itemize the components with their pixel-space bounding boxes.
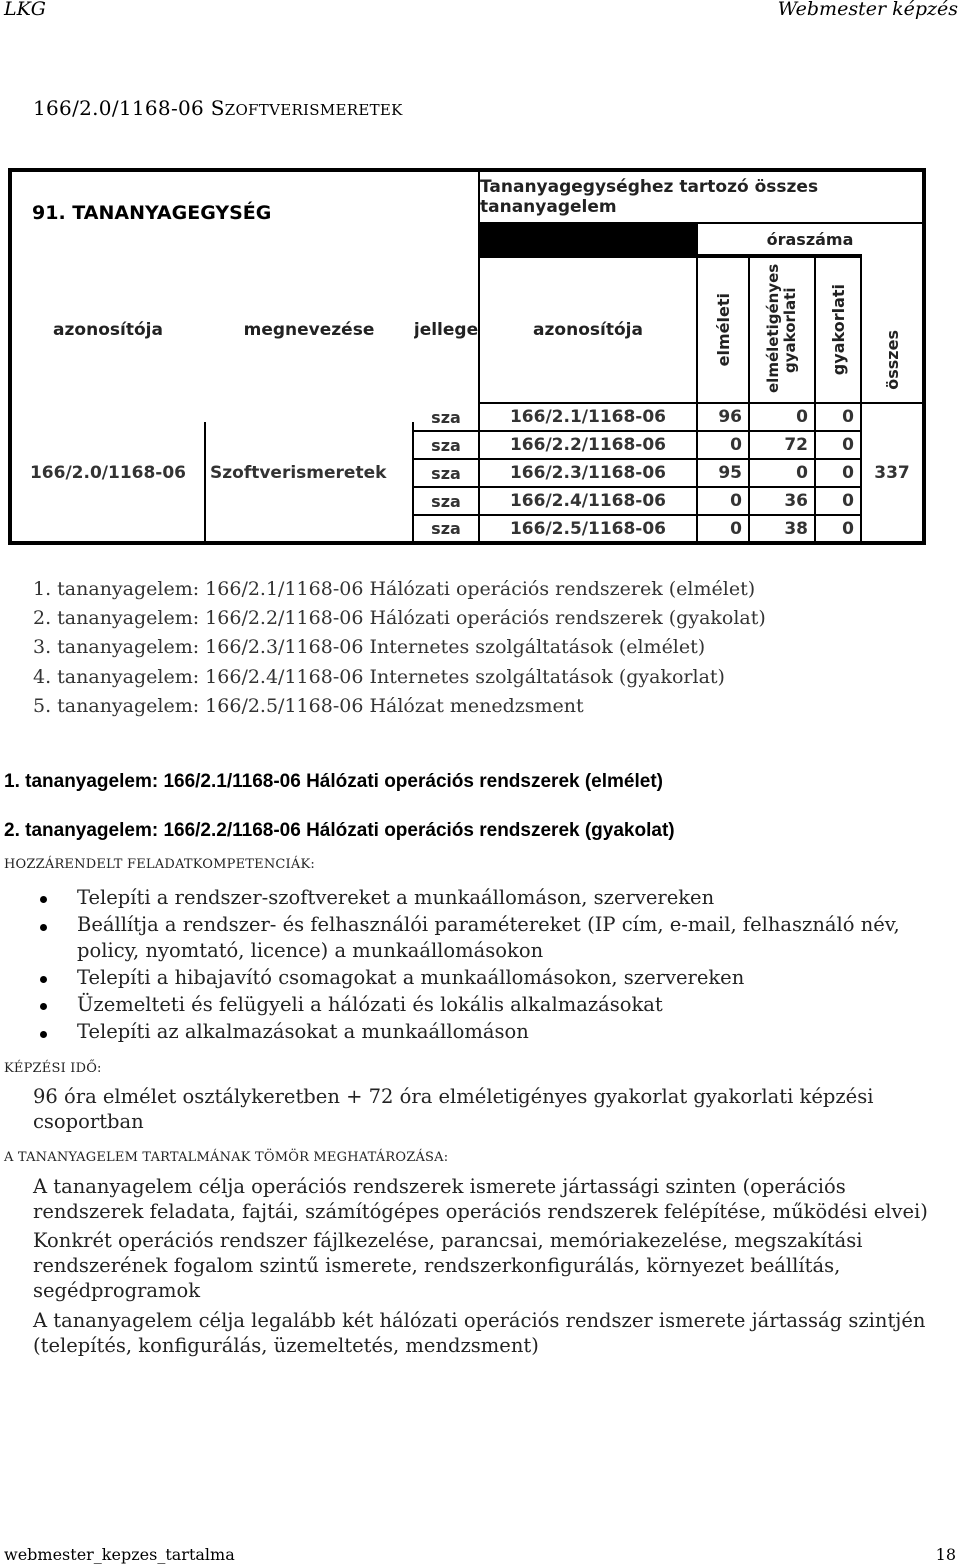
competency-item: Telepíti a rendszer-szoftvereket a munkaállomáson, szervereken bbox=[77, 886, 715, 909]
col-osszes-cell bbox=[862, 224, 922, 402]
row-4-id: 166/2.4/1168-06 bbox=[480, 488, 696, 514]
row-2-eg: 72 bbox=[750, 432, 814, 458]
competency-item: Beállítja a rendszer- és felhasználói paramétereket (IP cím, e-mail, felhasználó név, bbox=[77, 913, 900, 936]
unit-total: 337 bbox=[862, 404, 922, 541]
unit-name: Szoftverismeretek bbox=[206, 404, 412, 541]
hours-header: óraszáma bbox=[698, 224, 922, 254]
row-5-g: 0 bbox=[816, 516, 860, 541]
bullet-icon bbox=[40, 1031, 47, 1038]
row-1-id: 166/2.1/1168-06 bbox=[480, 404, 696, 430]
col-elmeleti: elméleti bbox=[713, 293, 733, 367]
list-item: 5. tananyagelem: 166/2.5/1168-06 Hálózat menedzsment bbox=[33, 695, 584, 717]
row-3-eg: 0 bbox=[750, 460, 814, 486]
element-heading-2: 2. tananyagelem: 166/2.2/1168-06 Hálózati operációs rendszerek (gyakolat) bbox=[4, 820, 675, 841]
row-5-type: sza bbox=[414, 516, 478, 541]
row-5-eg: 38 bbox=[750, 516, 814, 541]
col-elmeletigenyes-cell bbox=[750, 258, 814, 402]
row-4-e: 0 bbox=[698, 488, 748, 514]
unit-id: 166/2.0/1168-06 bbox=[12, 404, 204, 541]
col-gyakorlati-cell bbox=[816, 258, 860, 402]
competency-item: Üzemelteti és felügyeli a hálózati és lokális alkalmazásokat bbox=[77, 993, 663, 1016]
row-1-e: 96 bbox=[698, 404, 748, 430]
label-training-time: KÉPZÉSI IDŐ: bbox=[4, 1061, 102, 1076]
row-5-e: 0 bbox=[698, 516, 748, 541]
row-3-g: 0 bbox=[816, 460, 860, 486]
row-2-e: 0 bbox=[698, 432, 748, 458]
label-competencies: HOZZÁRENDELT FELADATKOMPETENCIÁK: bbox=[4, 857, 315, 872]
list-item: 3. tananyagelem: 166/2.3/1168-06 Internetes szolgáltatások (elmélet) bbox=[33, 636, 706, 658]
col-elem-azonosito: azonosítója bbox=[480, 258, 696, 402]
title-code: 166/2.0/1168-06 S bbox=[33, 96, 225, 120]
row-4-g: 0 bbox=[816, 488, 860, 514]
col-megnevezes: megnevezése bbox=[206, 258, 412, 402]
title-rest: ZOFTVERISMERETEK bbox=[224, 101, 403, 119]
row-4-eg: 36 bbox=[750, 488, 814, 514]
bullet-icon bbox=[40, 976, 47, 983]
row-1-g: 0 bbox=[816, 404, 860, 430]
content-line: segédprogramok bbox=[33, 1279, 201, 1302]
col-azonosito: azonosítója bbox=[12, 258, 204, 402]
bullet-icon bbox=[40, 896, 47, 903]
row-2-type: sza bbox=[414, 432, 478, 458]
row-3-id: 166/2.3/1168-06 bbox=[480, 460, 696, 486]
content-line: A tananyagelem célja legalább két hálózati operációs rendszer ismerete jártasság szintjén bbox=[33, 1309, 926, 1332]
footer-left: webmester_kepzes_tartalma bbox=[4, 1545, 235, 1564]
row-2-g: 0 bbox=[816, 432, 860, 458]
competency-item: Telepíti az alkalmazásokat a munkaállomáson bbox=[77, 1020, 529, 1043]
unit-table bbox=[8, 168, 926, 545]
row-5-id: 166/2.5/1168-06 bbox=[480, 516, 696, 541]
list-item: 2. tananyagelem: 166/2.2/1168-06 Hálózati operációs rendszerek (gyakolat) bbox=[33, 607, 766, 629]
row-3-e: 95 bbox=[698, 460, 748, 486]
col-gyakorlati: gyakorlati bbox=[828, 284, 848, 376]
col-osszes: összes bbox=[882, 330, 902, 390]
content-line: (telepítés, konfigurálás, üzemeltetés, mendzsment) bbox=[33, 1334, 539, 1357]
col-elmeleti-cell bbox=[698, 258, 748, 402]
table-title: 91. TANANYAGEGYSÉG bbox=[12, 172, 478, 422]
page-title bbox=[33, 96, 403, 120]
header-right: Webmester képzés bbox=[777, 0, 958, 20]
list-item: 1. tananyagelem: 166/2.1/1168-06 Hálózati operációs rendszerek (elmélet) bbox=[33, 578, 756, 600]
competency-item: Telepíti a hibajavító csomagokat a munkaállomásokon, szervereken bbox=[77, 966, 745, 989]
content-line: A tananyagelem célja operációs rendszerek ismerete jártassági szinten (operációs bbox=[33, 1175, 846, 1198]
col-elmeletigenyes: elméletigényes gyakorlati bbox=[764, 263, 799, 393]
bullet-icon bbox=[40, 924, 47, 931]
group-header: Tananyagegységhez tartozó összes tananyagelem bbox=[480, 172, 922, 222]
row-3-type: sza bbox=[414, 460, 478, 486]
content-line: Konkrét operációs rendszer fájlkezelése, parancsai, memóriakezelése, megszakítási bbox=[33, 1229, 863, 1252]
row-1-eg: 0 bbox=[750, 404, 814, 430]
col-jellege: jellege bbox=[414, 258, 478, 402]
label-content: A TANANYAGELEM TARTALMÁNAK TÖMÖR MEGHATÁROZÁSA: bbox=[4, 1150, 449, 1165]
bullet-icon bbox=[40, 1003, 47, 1010]
competency-item-cont: policy, nyomtató, licence) a munkaállomásokon bbox=[77, 939, 544, 962]
header-left: LKG bbox=[4, 0, 46, 20]
training-time-line: csoportban bbox=[33, 1110, 144, 1133]
content-line: rendszerének fogalom szintű ismerete, rendszerkonfigurálás, környezet beállítás, bbox=[33, 1254, 841, 1277]
row-4-type: sza bbox=[414, 488, 478, 514]
row-1-type: sza bbox=[414, 404, 478, 430]
content-line: rendszerek feladata, fajtái, számítógépes operációs rendszerek felépítése, működési elvei) bbox=[33, 1200, 928, 1223]
page-number: 18 bbox=[935, 1545, 956, 1564]
element-heading-1: 1. tananyagelem: 166/2.1/1168-06 Hálózati operációs rendszerek (elmélet) bbox=[4, 771, 663, 792]
list-item: 4. tananyagelem: 166/2.4/1168-06 Internetes szolgáltatások (gyakorlat) bbox=[33, 666, 725, 688]
training-time-line: 96 óra elmélet osztálykeretben + 72 óra elméletigényes gyakorlat gyakorlati képzési bbox=[33, 1085, 874, 1108]
row-2-id: 166/2.2/1168-06 bbox=[480, 432, 696, 458]
